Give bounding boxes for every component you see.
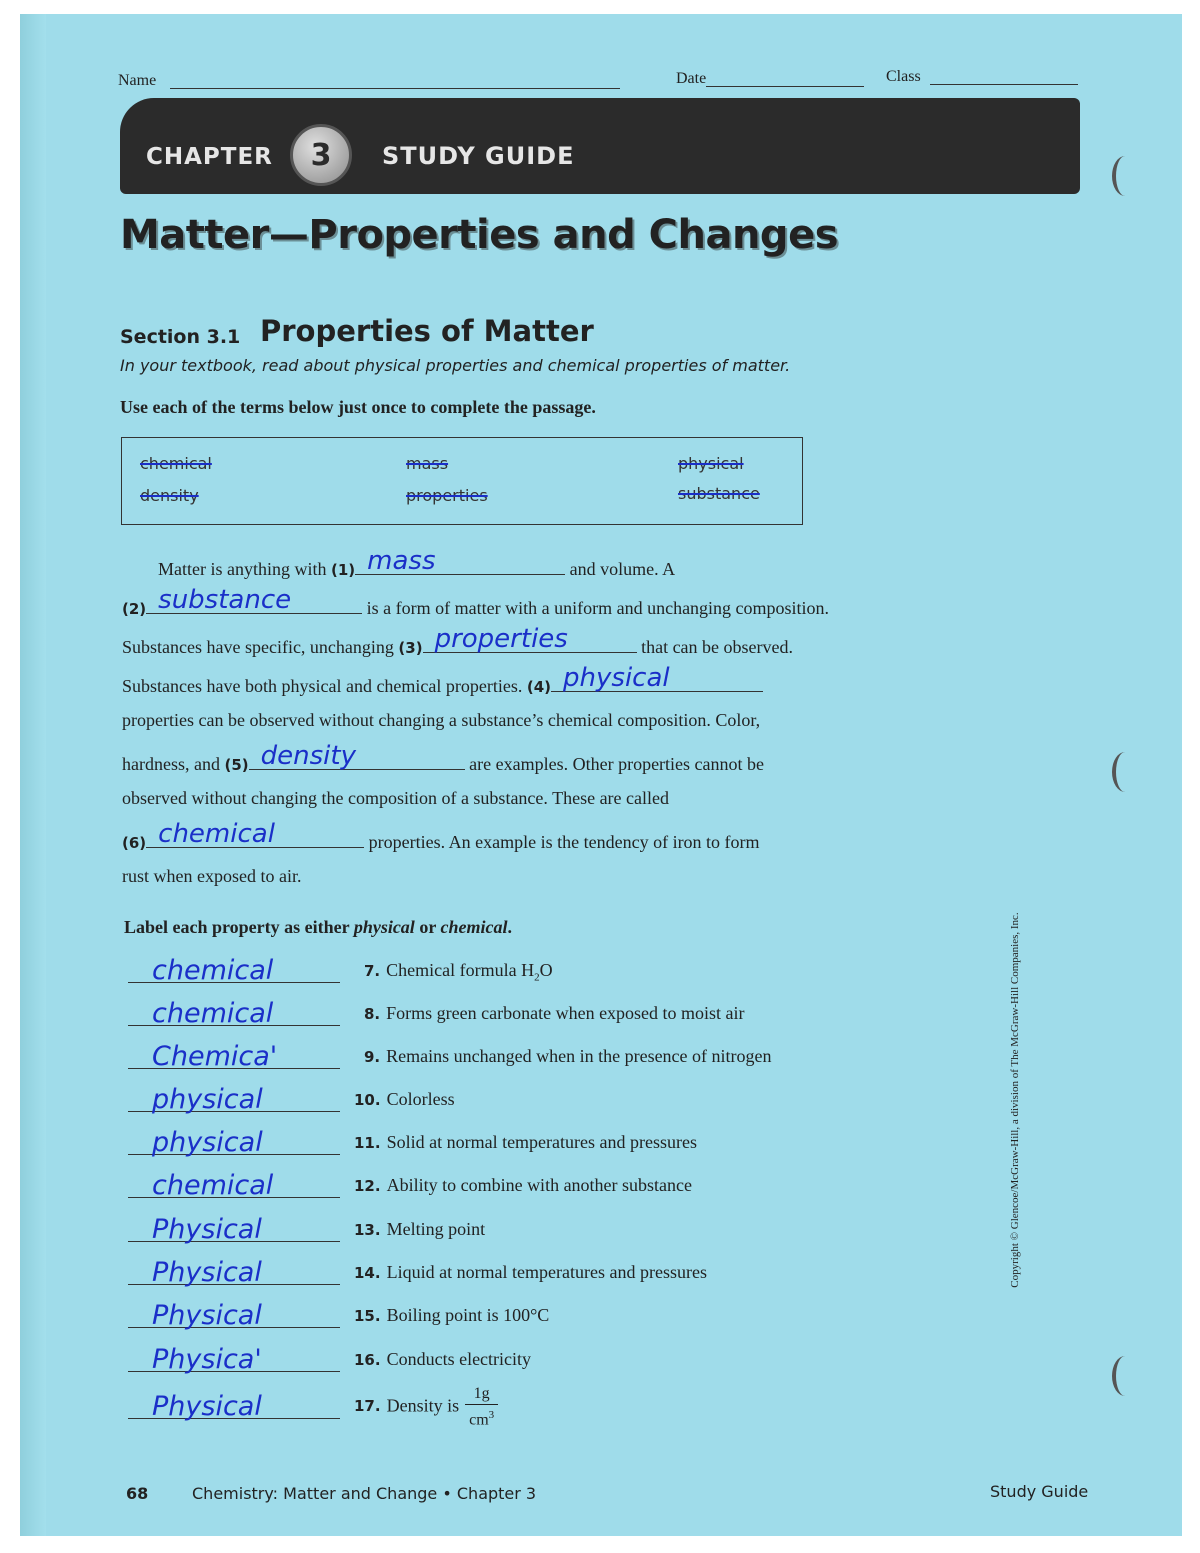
- item-text: Ability to combine with another substance: [386, 1175, 693, 1195]
- passage-line-5: properties can be observed without changing a substance’s chemical composition. Color,: [122, 710, 761, 730]
- blank-1[interactable]: [355, 546, 565, 576]
- term-box: [121, 437, 803, 525]
- item-number: 14.: [354, 1264, 381, 1282]
- page-number: 68: [126, 1484, 149, 1503]
- date-label: Date: [676, 70, 707, 87]
- item-text: Conducts electricity: [386, 1349, 532, 1369]
- handwritten-answer: Physical: [152, 1257, 262, 1288]
- blank-number: (1): [330, 561, 356, 579]
- item-text: Density is: [386, 1395, 460, 1416]
- answer-line-11[interactable]: [128, 1126, 340, 1158]
- fraction-unit: cm: [469, 1411, 489, 1429]
- handwritten-answer: properties: [434, 624, 568, 654]
- answer-line-17[interactable]: [128, 1390, 340, 1422]
- property-item-12: [354, 1175, 692, 1196]
- answer-line-14[interactable]: [128, 1256, 340, 1288]
- item-text: O: [539, 960, 553, 980]
- item-text: Colorless: [386, 1089, 455, 1109]
- blank-number: (2): [122, 600, 147, 618]
- handwritten-answer: Physica': [152, 1344, 262, 1375]
- passage-text: is a form of matter with a uniform and unchanging composition.: [366, 598, 830, 618]
- section-title: Properties of Matter: [260, 314, 594, 348]
- page-edge: [20, 14, 46, 1536]
- property-item-14: [354, 1262, 707, 1283]
- chapter-number: 3: [310, 137, 332, 173]
- item-number: 10.: [354, 1091, 381, 1109]
- blank-number: (4): [526, 678, 552, 696]
- blank-number: (6): [122, 834, 147, 852]
- footer-study-guide: Study Guide: [990, 1482, 1089, 1501]
- handwritten-answer: density: [260, 741, 356, 771]
- copyright-notice: Copyright © Glencoe/McGraw-Hill, a division of The McGraw-Hill Companies, Inc.: [1009, 912, 1021, 1288]
- property-item-11: [354, 1132, 697, 1153]
- handwritten-answer: chemical: [152, 998, 274, 1029]
- answer-line-7[interactable]: [128, 954, 340, 986]
- blank-2[interactable]: [146, 585, 362, 615]
- handwritten-answer: chemical: [158, 819, 275, 849]
- passage-text: Matter is anything with: [158, 559, 327, 579]
- binder-hole-icon: [1112, 156, 1138, 196]
- passage-line-9: rust when exposed to air.: [122, 866, 302, 886]
- item-number: 15.: [354, 1307, 381, 1325]
- property-item-16: [354, 1349, 531, 1370]
- blank-5[interactable]: [249, 741, 465, 771]
- passage-text: that can be observed.: [641, 637, 794, 657]
- passage-text: properties. An example is the tendency of iron to form: [368, 832, 760, 852]
- answer-line-15[interactable]: [128, 1299, 340, 1331]
- item-text: Forms green carbonate when exposed to moist air: [386, 1003, 745, 1023]
- answer-line-13[interactable]: [128, 1213, 340, 1245]
- property-item-8: [364, 1003, 745, 1024]
- instruction-text: or: [419, 917, 436, 937]
- item-number: 17.: [354, 1397, 381, 1416]
- passage-text: are examples. Other properties cannot be: [469, 754, 765, 774]
- blank-6[interactable]: [146, 819, 364, 849]
- passage-text: Substances have specific, unchanging: [122, 637, 394, 657]
- passage-line-4: [122, 663, 763, 697]
- term-physical: physical: [678, 454, 744, 473]
- class-label: Class: [886, 68, 921, 85]
- answer-line-16[interactable]: [128, 1343, 340, 1375]
- item-text: Liquid at normal temperatures and pressures: [386, 1262, 707, 1282]
- worksheet-page: [20, 14, 1182, 1536]
- property-item-10: [354, 1089, 455, 1110]
- item-subscript: 2: [534, 971, 540, 984]
- instruction-physical: physical: [353, 917, 415, 937]
- handwritten-answer: Physical: [152, 1391, 262, 1422]
- item-number: 8.: [364, 1005, 381, 1023]
- handwritten-answer: physical: [152, 1127, 263, 1158]
- label-instruction: [124, 917, 512, 938]
- name-line: [170, 88, 620, 89]
- passage-text: hardness, and: [122, 754, 220, 774]
- term-properties: properties: [406, 486, 488, 505]
- page-title: Matter—Properties and Changes: [120, 212, 838, 258]
- item-text: Remains unchanged when in the presence of nitrogen: [386, 1046, 772, 1066]
- handwritten-answer: chemical: [152, 1170, 274, 1201]
- handwritten-answer: chemical: [152, 955, 274, 986]
- handwritten-answer: mass: [367, 546, 436, 576]
- passage-line-1: [158, 546, 676, 580]
- passage-instruction: Use each of the terms below just once to complete the passage.: [120, 397, 596, 417]
- item-number: 16.: [354, 1351, 381, 1369]
- term-density: density: [140, 486, 199, 505]
- instruction-text: Label each property as either: [124, 917, 350, 937]
- passage-line-8: [122, 819, 760, 853]
- answer-line-8[interactable]: [128, 997, 340, 1029]
- section-label: Section 3.1: [120, 326, 241, 348]
- binder-hole-icon: [1112, 1356, 1138, 1396]
- term-mass: mass: [406, 454, 449, 473]
- answer-line-10[interactable]: [128, 1083, 340, 1115]
- property-item-7: [364, 960, 553, 984]
- fraction-denominator: [465, 1405, 498, 1430]
- handwritten-answer: physical: [563, 663, 670, 693]
- passage-line-7: observed without changing the composition of a substance. These are called: [122, 788, 670, 808]
- density-fraction: [465, 1384, 498, 1430]
- handwritten-answer: substance: [158, 585, 292, 615]
- item-number: 13.: [354, 1221, 381, 1239]
- handwritten-answer: physical: [152, 1084, 263, 1115]
- instruction-chemical: chemical: [440, 917, 508, 937]
- handwritten-answer: Physical: [152, 1214, 262, 1245]
- passage-text: and volume. A: [569, 559, 676, 579]
- blank-3[interactable]: [423, 624, 637, 654]
- item-number: 11.: [354, 1134, 381, 1152]
- chapter-label: CHAPTER: [146, 144, 273, 170]
- item-number: 12.: [354, 1177, 381, 1195]
- item-text: Melting point: [386, 1219, 486, 1239]
- blank-number: (5): [224, 756, 249, 774]
- property-item-15: [354, 1305, 549, 1326]
- term-substance: substance: [678, 484, 760, 503]
- name-label: Name: [118, 72, 157, 89]
- passage-line-3: [122, 624, 794, 658]
- instruction-text: .: [507, 917, 512, 937]
- date-line: [706, 86, 864, 87]
- item-text: Solid at normal temperatures and pressures: [386, 1132, 697, 1152]
- footer-book-title: Chemistry: Matter and Change • Chapter 3: [192, 1484, 537, 1503]
- chapter-number-badge: [290, 124, 352, 186]
- property-item-17: [354, 1384, 498, 1430]
- study-guide-label: STUDY GUIDE: [382, 142, 575, 170]
- property-item-9: [364, 1046, 772, 1067]
- answer-line-12[interactable]: [128, 1169, 340, 1201]
- item-number: 7.: [364, 962, 381, 980]
- passage-line-6: [122, 741, 765, 775]
- item-text: Boiling point is 100°C: [386, 1305, 550, 1325]
- property-item-13: [354, 1219, 485, 1240]
- section-intro: In your textbook, read about physical properties and chemical properties of matter.: [120, 356, 791, 375]
- binder-hole-icon: [1112, 752, 1138, 792]
- class-line: [930, 84, 1078, 85]
- passage-text: Substances have both physical and chemical properties.: [122, 676, 523, 696]
- item-text: Chemical formula H: [386, 960, 535, 980]
- term-chemical: chemical: [140, 454, 212, 473]
- handwritten-answer: Physical: [152, 1300, 262, 1331]
- item-number: 9.: [364, 1048, 381, 1066]
- answer-line-9[interactable]: [128, 1040, 340, 1072]
- fraction-exponent: 3: [488, 1409, 495, 1421]
- blank-number: (3): [398, 639, 423, 657]
- fraction-numerator: 1g: [465, 1384, 498, 1405]
- handwritten-answer: Chemica': [152, 1041, 278, 1072]
- blank-4[interactable]: [551, 663, 763, 693]
- passage-line-2: [122, 585, 830, 619]
